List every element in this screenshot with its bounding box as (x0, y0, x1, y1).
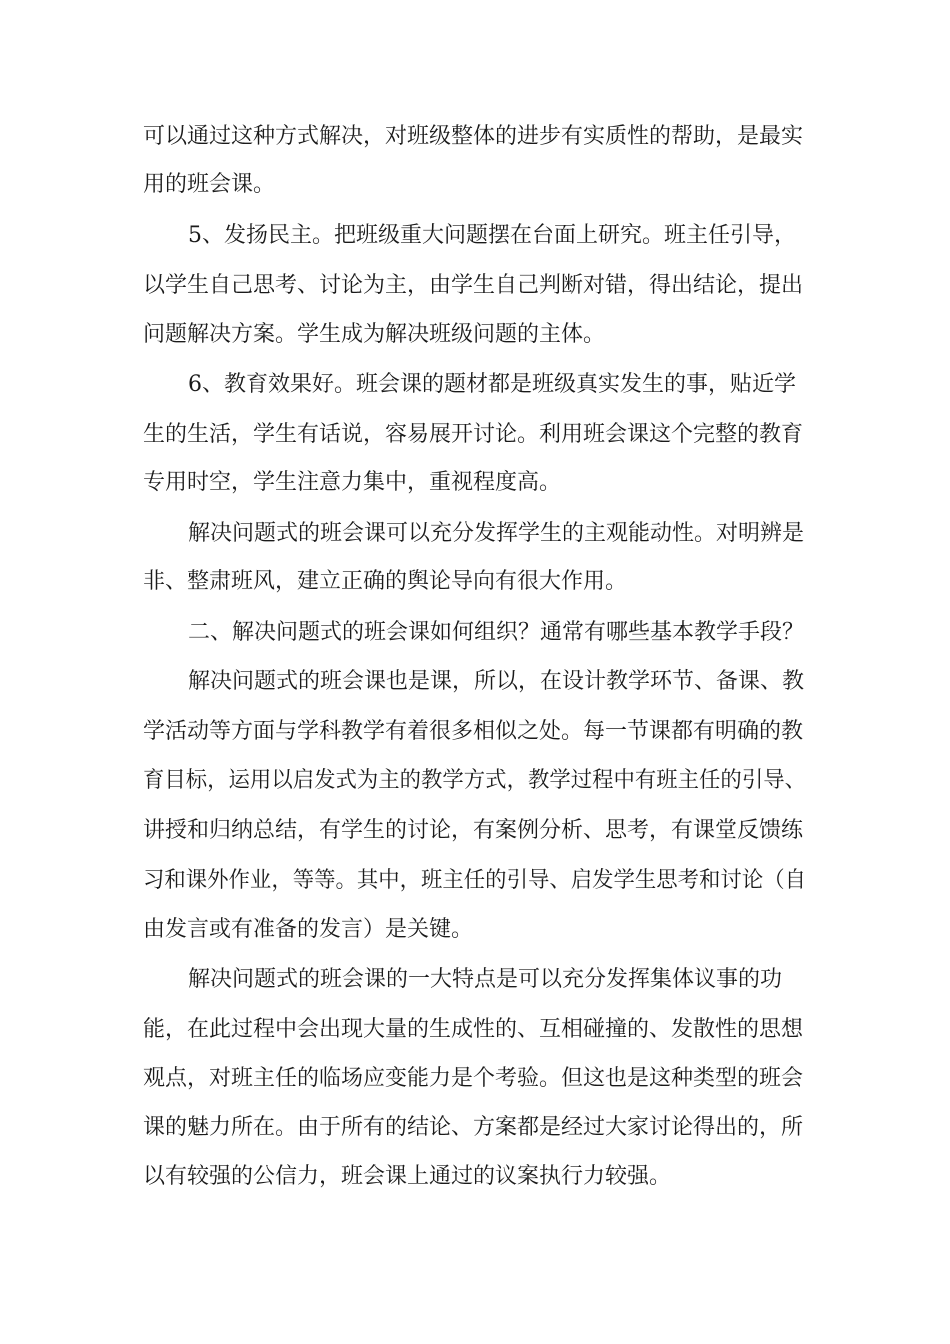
text-line: 问题解决方案。学生成为解决班级问题的主体。 (143, 322, 606, 347)
text-line: 非、整肃班风，建立正确的舆论导向有很大作用。 (143, 569, 628, 594)
text-line: 讲授和归纳总结，有学生的讨论，有案例分析、思考，有课堂反馈练 (143, 818, 804, 843)
text-line: 学活动等方面与学科教学有着很多相似之处。每一节课都有明确的教 (143, 719, 804, 744)
text-line: 解决问题式的班会课也是课，所以，在设计教学环节、备课、教 (188, 669, 805, 694)
text-line: 专用时空，学生注意力集中，重视程度高。 (143, 470, 562, 495)
text-line: 育目标，运用以启发式为主的教学方式，教学过程中有班主任的引导、 (143, 768, 806, 793)
text-line: 由发言或有准备的发言）是关键。 (143, 917, 474, 942)
text-line: 以有较强的公信力，班会课上通过的议案执行力较强。 (143, 1164, 672, 1189)
text-line: 解决问题式的班会课可以充分发挥学生的主观能动性。对明辨是 (188, 521, 805, 546)
text-line: 可以通过这种方式解决，对班级整体的进步有实质性的帮助，是最实 (143, 124, 804, 149)
text-line: 5、发扬民主。把班级重大问题摆在台面上研究。班主任引导， (188, 223, 796, 248)
text-line: 解决问题式的班会课的一大特点是可以充分发挥集体议事的功 (188, 967, 783, 992)
section-heading: 二、解决问题式的班会课如何组织？通常有哪些基本教学手段？ (188, 620, 805, 645)
text-line: 以学生自己思考、讨论为主，由学生自己判断对错，得出结论，提出 (143, 273, 804, 298)
text-line: 6、教育效果好。班会课的题材都是班级真实发生的事，贴近学 (188, 372, 796, 397)
text-line: 习和课外作业，等等。其中，班主任的引导、启发学生思考和讨论（自 (143, 868, 806, 893)
text-line: 课的魅力所在。由于所有的结论、方案都是经过大家讨论得出的，所 (143, 1115, 804, 1140)
text-line: 能，在此过程中会出现大量的生成性的、互相碰撞的、发散性的思想 (143, 1017, 804, 1042)
text-line: 生的生活，学生有话说，容易展开讨论。利用班会课这个完整的教育 (143, 422, 804, 447)
text-line: 用的班会课。 (143, 172, 276, 197)
text-line: 观点，对班主任的临场应变能力是个考验。但这也是这种类型的班会 (143, 1066, 804, 1091)
